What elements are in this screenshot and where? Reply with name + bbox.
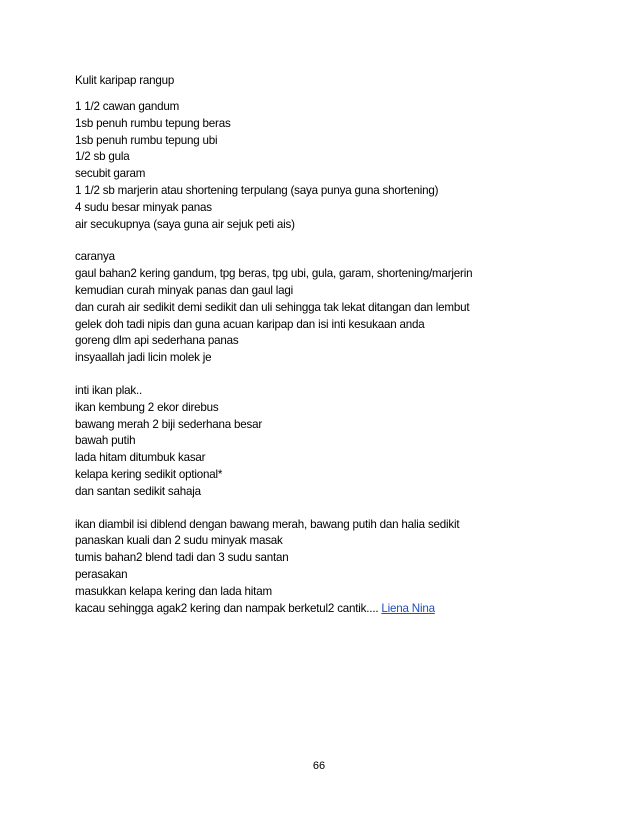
step-line: masukkan kelapa kering dan lada hitam [75, 584, 272, 598]
ingredient-line: air secukupnya (saya guna air sejuk peti ais) [75, 217, 295, 231]
step-line: perasakan [75, 567, 128, 581]
recipe-title: Kulit karipap rangup [75, 74, 175, 87]
filling-line: dan santan sedikit sahaja [75, 484, 201, 498]
ingredient-list [75, 99, 575, 233]
step-line: panaskan kuali dan 2 sudu minyak masak [75, 534, 283, 548]
step-line: ikan diambil isi diblend dengan bawang merah, bawang putih dan halia sedikit [75, 517, 460, 531]
filling-line: kelapa kering sedikit optional* [75, 467, 223, 481]
step-line: tumis bahan2 blend tadi dan 3 sudu santan [75, 551, 289, 565]
recipe-content [75, 72, 575, 617]
filling-heading: inti ikan plak.. [75, 383, 143, 397]
filling-steps [75, 517, 575, 618]
method-line: dan curah air sedikit demi sedikit dan uli sehingga tak lekat ditangan dan lembut [75, 300, 470, 314]
ingredient-line: 1 1/2 cawan gandum [75, 100, 180, 113]
filling-line: bawah putih [75, 434, 136, 448]
spacer [75, 233, 575, 249]
spacer [75, 501, 575, 517]
step-line-final [75, 601, 575, 618]
ingredient-line: 1/2 sb gula [75, 150, 130, 164]
method-line: goreng dlm api sederhana panas [75, 334, 239, 348]
ingredient-line: 1sb penuh rumbu tepung ubi [75, 133, 218, 147]
method-line: gelek doh tadi nipis dan guna acuan karipap dan isi inti kesukaan anda [75, 317, 425, 331]
method-line: insyaallah jadi licin molek je [75, 351, 212, 365]
filling-list [75, 383, 575, 501]
ingredient-line: secubit garam [75, 167, 146, 181]
step-final-text: kacau sehingga agak2 kering dan nampak berketul2 cantik.... [75, 601, 382, 615]
filling-line: lada hitam ditumbuk kasar [75, 451, 206, 465]
ingredient-line: 4 sudu besar minyak panas [75, 200, 212, 214]
author-link[interactable]: Liena Nina [381, 601, 435, 615]
method-line: gaul bahan2 kering gandum, tpg beras, tpg ubi, gula, garam, shortening/marjerin [75, 267, 473, 281]
filling-line: ikan kembung 2 ekor direbus [75, 400, 219, 414]
spacer [75, 367, 575, 383]
method-heading: caranya [75, 250, 115, 264]
method-list [75, 249, 575, 367]
page-number: 66 [312, 760, 326, 772]
filling-line: bawang merah 2 biji sederhana besar [75, 417, 262, 431]
spacer [75, 89, 575, 99]
ingredient-line: 1 1/2 sb marjerin atau shortening terpulang (saya punya guna shortening) [75, 183, 439, 197]
ingredient-line: 1sb penuh rumbu tepung beras [75, 116, 231, 130]
method-line: kemudian curah minyak panas dan gaul lagi [75, 283, 294, 297]
